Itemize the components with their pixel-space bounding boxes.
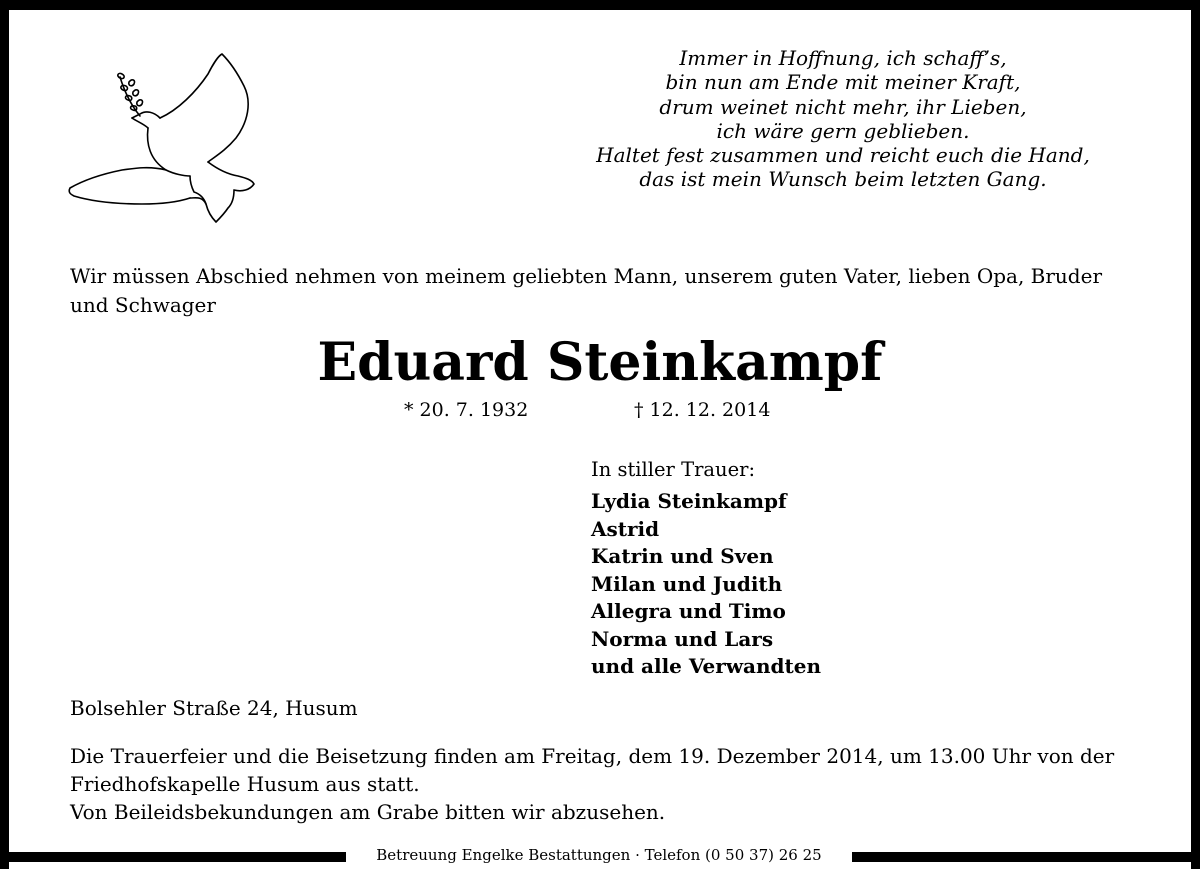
mourning-label: In stiller Trauer: xyxy=(591,458,756,481)
birth-date: * 20. 7. 1932 xyxy=(404,399,529,421)
death-date: † 12. 12. 2014 xyxy=(634,399,771,421)
poem-line: bin nun am Ende mit meiner Kraft, xyxy=(665,70,1021,95)
poem-line: Immer in Hoffnung, ich schaff’s, xyxy=(679,46,1007,70)
mourner-name: Astrid xyxy=(591,516,660,541)
family-address: Bolsehler Straße 24, Husum xyxy=(70,696,358,720)
deceased-name: Eduard Steinkampf xyxy=(317,332,883,393)
undertaker-footer: Betreuung Engelke Bestattungen · Telefon (0 50 37) 26 25 xyxy=(376,846,822,864)
dove-with-olive-branch-icon xyxy=(66,52,266,232)
mourners-list xyxy=(591,488,821,681)
mourner-name: Lydia Steinkampf xyxy=(591,489,787,513)
farewell-intro: Wir müssen Abschied nehmen von meinem geliebten Mann, unserem guten Vater, lieben Opa, Bruder und Schwager xyxy=(70,264,1103,317)
condolence-note: Von Beileidsbekundungen am Grabe bitten wir abzusehen. xyxy=(70,800,666,824)
poem-line: drum weinet nicht mehr, ihr Lieben, xyxy=(659,94,1027,119)
border-top xyxy=(0,0,1200,10)
poem-line: das ist mein Wunsch beim letzten Gang. xyxy=(639,167,1047,192)
border-bottom-left xyxy=(0,852,346,862)
border-left xyxy=(0,0,9,869)
border-bottom-right xyxy=(852,852,1200,862)
poem-line: ich wäre gern geblieben. xyxy=(716,118,970,143)
mourner-name: Katrin und Sven xyxy=(591,544,774,568)
poem-line: Haltet fest zusammen und reicht euch die Hand, xyxy=(596,143,1090,168)
mourner-name: Allegra und Timo xyxy=(591,599,786,623)
border-right xyxy=(1191,0,1200,869)
funeral-service-info: Die Trauerfeier und die Beisetzung finden am Freitag, dem 19. Dezember 2014, um 13.00 Uhr von der Friedhofskapelle Husum aus statt. xyxy=(70,744,1115,796)
poem xyxy=(560,46,1126,192)
mourner-name: Norma und Lars xyxy=(591,626,774,651)
mourner-name: und alle Verwandten xyxy=(591,654,822,678)
mourner-name: Milan und Judith xyxy=(591,571,783,596)
